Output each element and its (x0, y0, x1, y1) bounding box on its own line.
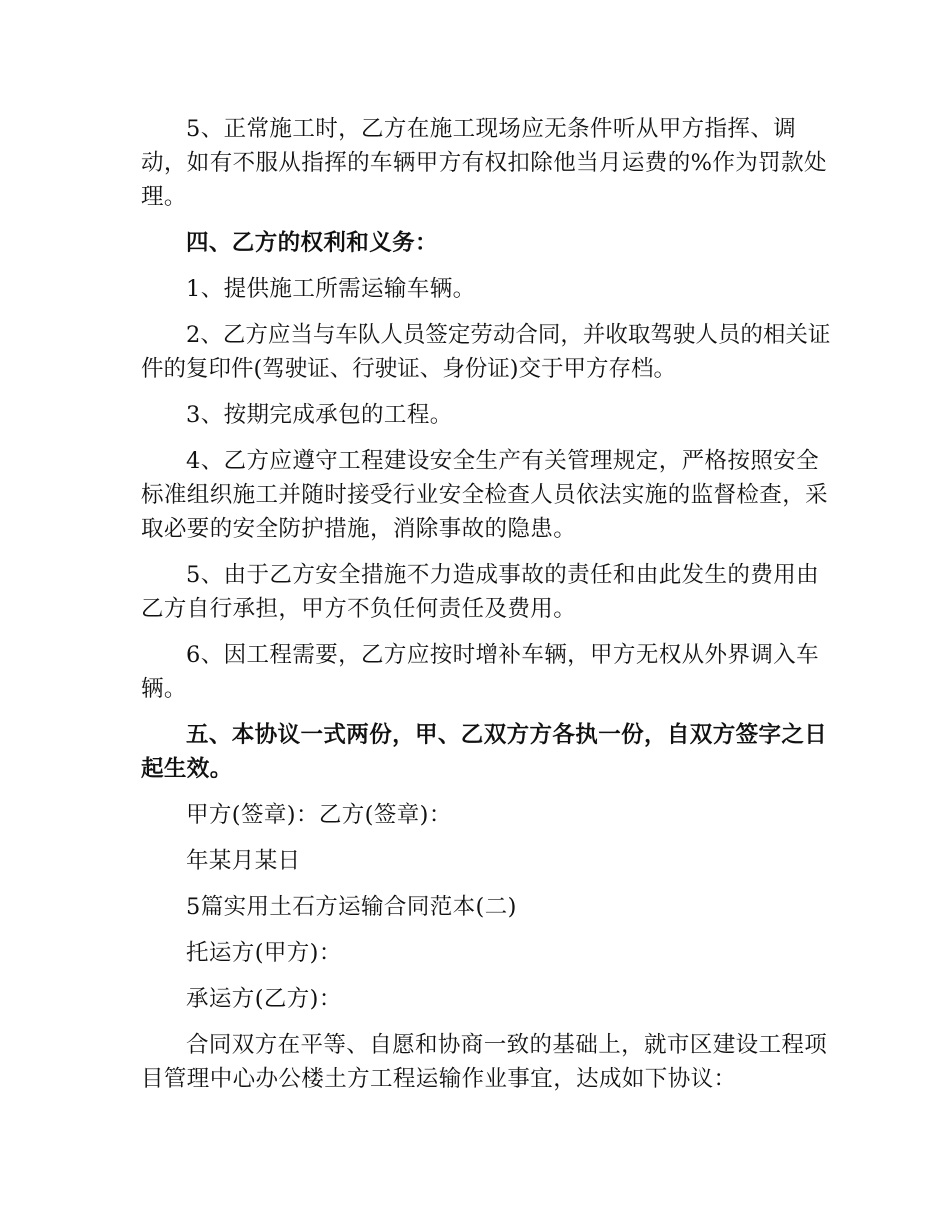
section-heading-five: 五、本协议一式两份，甲、乙双方方各执一份，自双方签字之日起生效。 (141, 722, 828, 782)
paragraph-clause-6-add-vehicles: 6、因工程需要，乙方应按时增补车辆，甲方无权从外界调入车辆。 (141, 642, 820, 702)
signature-line: 甲方(签章)：乙方(签章)： (186, 802, 452, 828)
paragraph-clause-4-safety: 4、乙方应遵守工程建设安全生产有关管理规定，严格按照安全标准组织施工并随时接受行业安全检查人员依法实施的监督检查，采取必要的安全防护措施，消除事故的隐患。 (141, 448, 829, 542)
carrier-party-line: 承运方(乙方)： (186, 986, 342, 1012)
date-line: 年某月某日 (186, 848, 301, 874)
paragraph-clause-2-labor-contract: 2、乙方应当与车队人员签定劳动合同，并收取驾驶人员的相关证件的复印件(驾驶证、行驶证、身份证)交于甲方存档。 (141, 322, 831, 382)
paragraph-clause-5-obey-command: 5、正常施工时，乙方在施工现场应无条件听从甲方指挥、调动，如有不服从指挥的车辆甲方有权扣除他当月运费的%作为罚款处理。 (141, 116, 827, 210)
document-subtitle: 5篇实用土石方运输合同范本(二) (186, 894, 517, 920)
paragraph-clause-3-schedule: 3、按期完成承包的工程。 (186, 402, 453, 428)
paragraph-agreement-intro: 合同双方在平等、自愿和协商一致的基础上，就市区建设工程项目管理中心办公楼土方工程运输作业事宜，达成如下协议： (141, 1032, 828, 1092)
paragraph-clause-5-liability: 5、由于乙方安全措施不力造成事故的责任和由此发生的费用由乙方自行承担，甲方不负任何责任及费用。 (141, 562, 820, 622)
shipper-party-line: 托运方(甲方)： (186, 940, 342, 966)
section-heading-four: 四、乙方的权利和义务： (186, 230, 438, 256)
paragraph-clause-1-vehicles: 1、提供施工所需运输车辆。 (186, 276, 476, 302)
document-body (141, 112, 831, 1108)
